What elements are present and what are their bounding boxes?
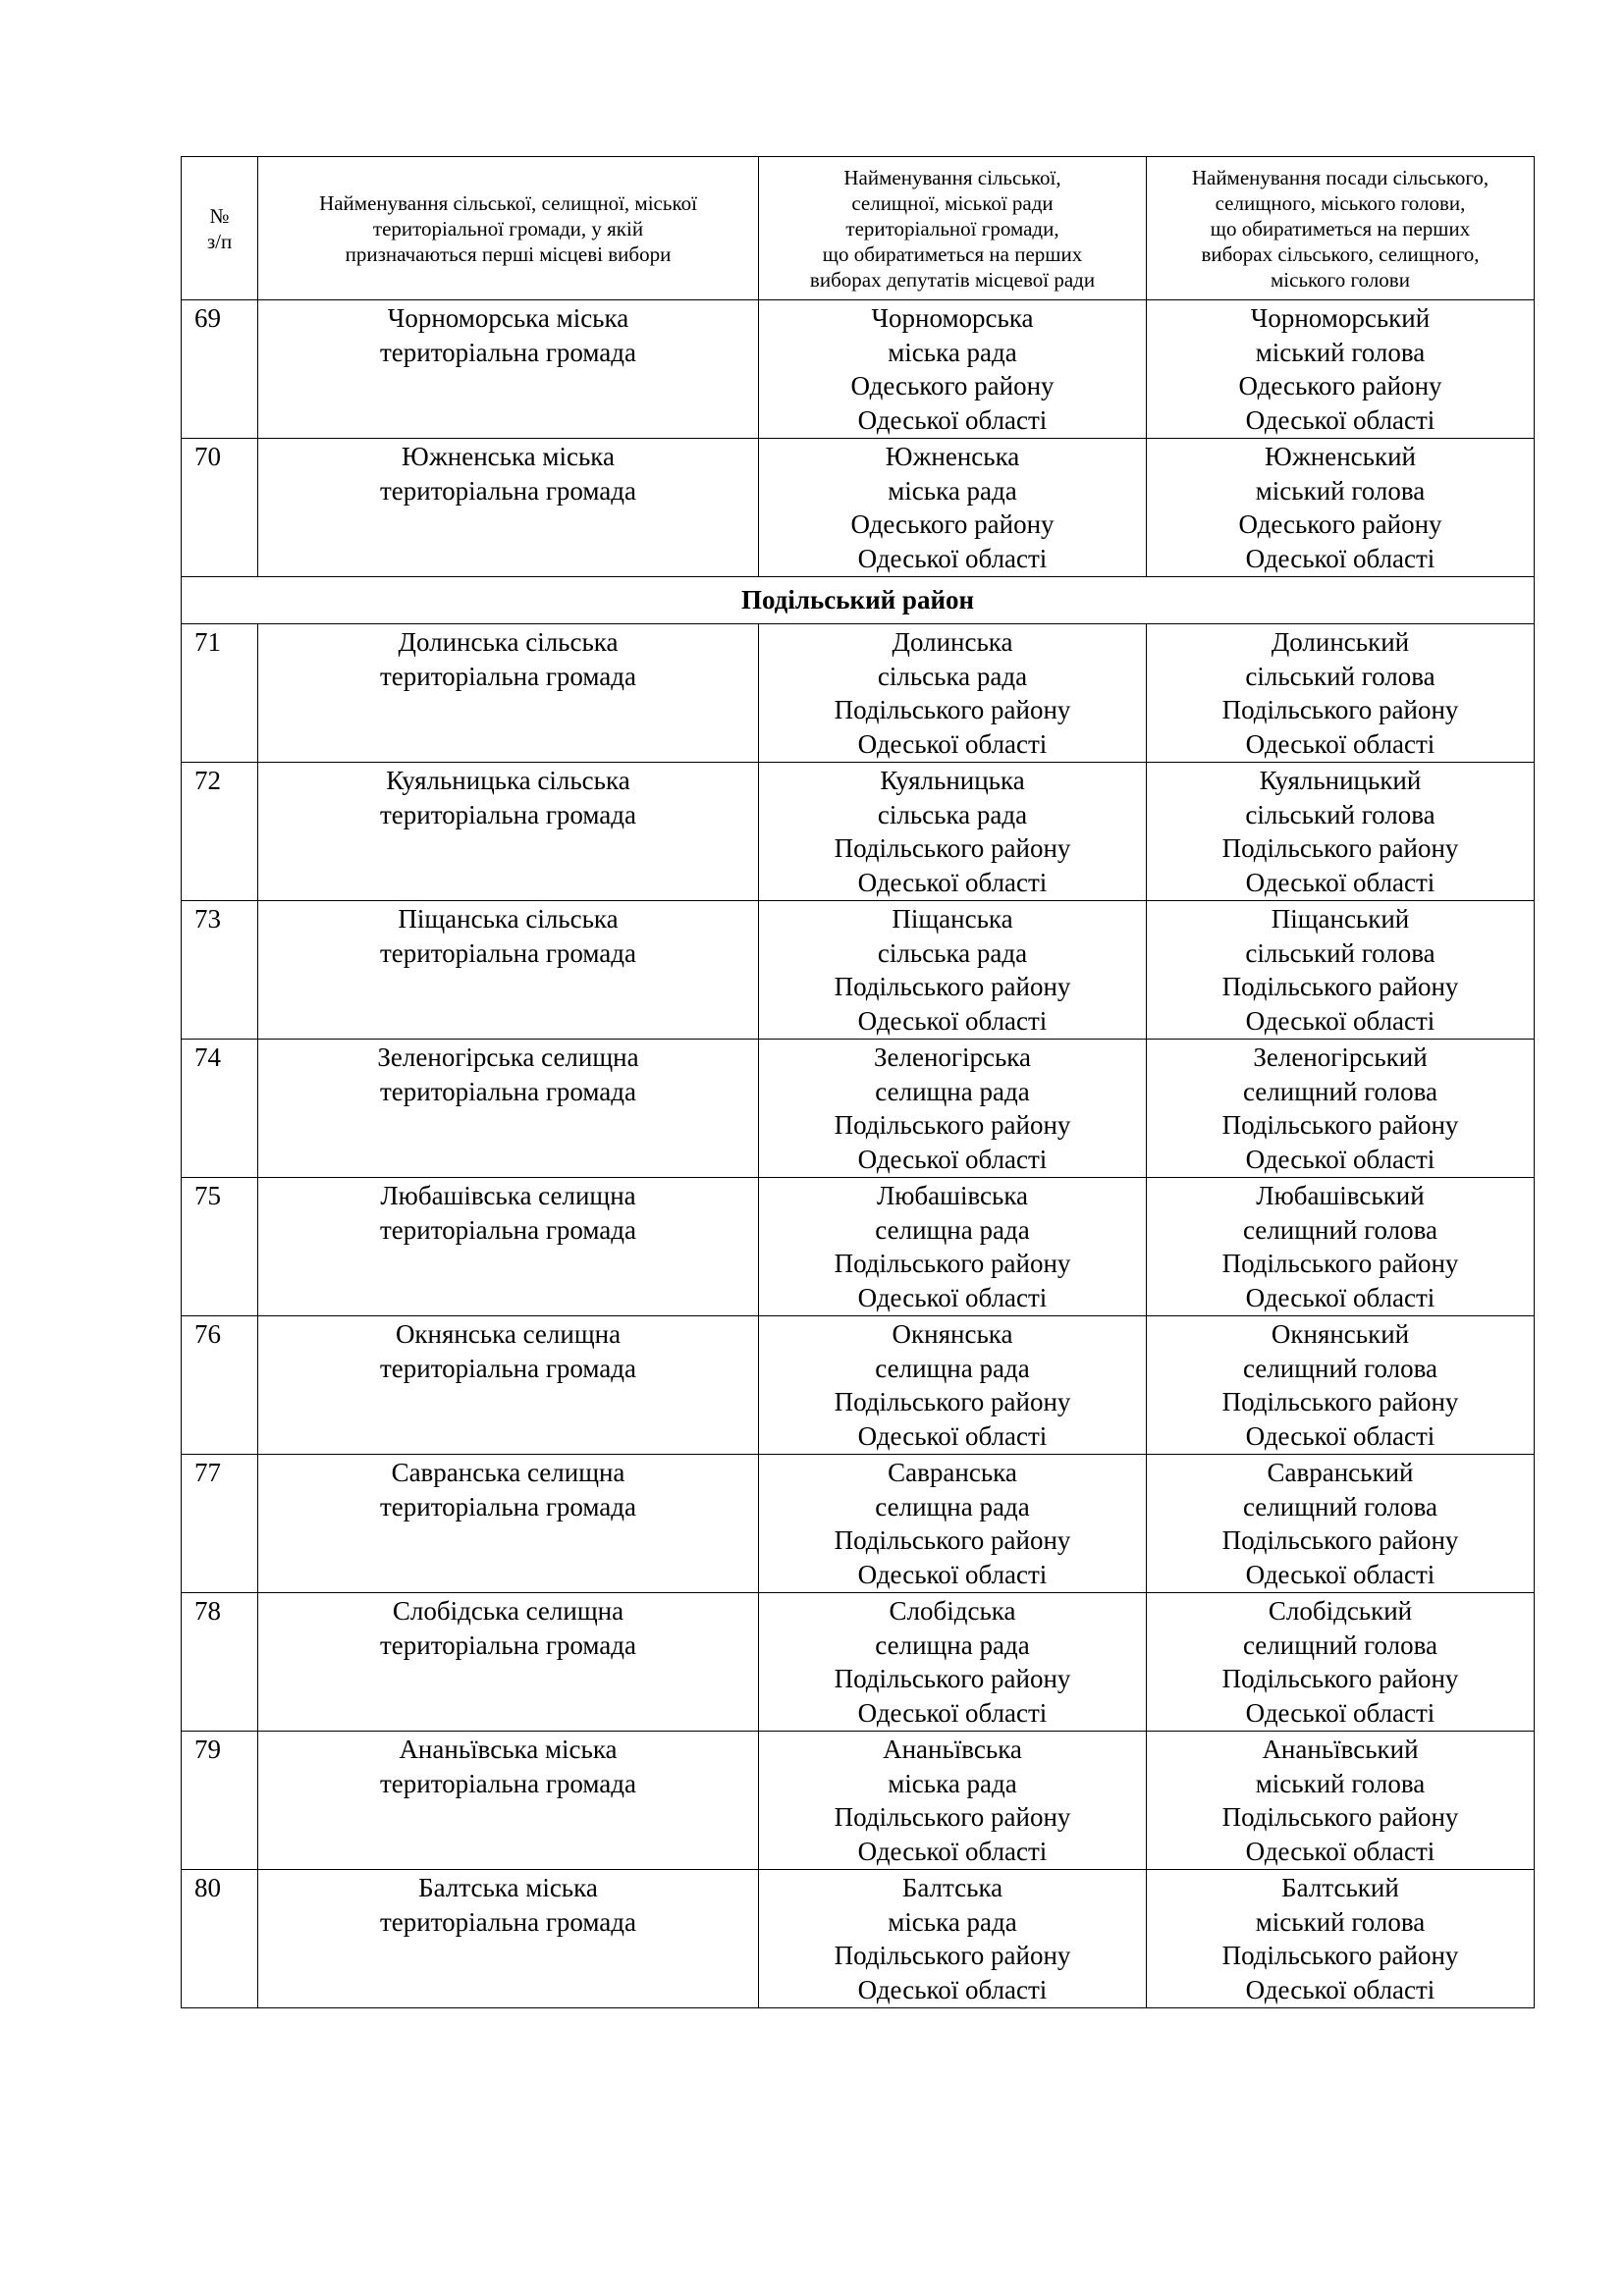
header-number xyxy=(182,157,258,300)
council-name xyxy=(759,1040,1147,1178)
text-line: селищна рада xyxy=(875,1491,1030,1522)
text-line: сільський голова xyxy=(1245,661,1435,691)
table-row xyxy=(182,1732,1535,1870)
community-name xyxy=(258,1316,759,1455)
community-name xyxy=(258,624,759,763)
table-row xyxy=(182,439,1535,577)
text-line: територіальна громада xyxy=(379,1214,637,1245)
head-position xyxy=(1147,1178,1535,1316)
text-line: Любашівська селищна xyxy=(380,1181,636,1210)
table-row xyxy=(182,763,1535,901)
text-line: Чорноморська xyxy=(871,303,1034,333)
text-line: Одеської області xyxy=(857,1697,1048,1728)
row-number: 70 xyxy=(182,439,258,577)
council-name xyxy=(759,439,1147,577)
text-line: Одеської області xyxy=(857,543,1048,573)
text-line: Любашівська xyxy=(876,1181,1029,1210)
text-line: що обиратиметься на перших xyxy=(822,241,1083,266)
text-line: Подільського району xyxy=(1221,1110,1459,1140)
text-line: Піщанська сільська xyxy=(398,904,619,934)
text-line: Чорноморська міська xyxy=(387,303,629,333)
text-line: територіальна громада xyxy=(379,661,637,691)
text-line: Балтська xyxy=(901,1873,1003,1902)
table-row xyxy=(182,901,1535,1040)
text-line: територіальна громада xyxy=(379,1768,637,1798)
text-line: Одеської області xyxy=(857,1282,1048,1312)
text-line: селищний голова xyxy=(1242,1353,1437,1383)
text-line: Одеської області xyxy=(1245,404,1435,435)
text-line: територіальної громади, у якій xyxy=(372,216,644,240)
head-position xyxy=(1147,1870,1535,2008)
text-line: міський голова xyxy=(1255,1906,1426,1937)
text-line: Найменування сільської, селищної, міської xyxy=(319,190,697,215)
text-line: селищна рада xyxy=(875,1353,1030,1383)
table-header xyxy=(182,157,1535,300)
text-line: Одеської області xyxy=(1245,867,1435,897)
text-line: що обиратиметься на перших xyxy=(1210,216,1471,240)
text-line: Подільського району xyxy=(834,1249,1071,1278)
community-name xyxy=(258,1178,759,1316)
text-line: Слобідська селищна xyxy=(392,1596,624,1626)
text-line: Подільського району xyxy=(1221,833,1459,863)
row-number: 74 xyxy=(182,1040,258,1178)
text-line: Любашівський xyxy=(1256,1181,1425,1210)
text-line: Южненська міська xyxy=(402,442,615,471)
text-line: Балтський xyxy=(1281,1873,1399,1902)
text-line: селищної, міської ради xyxy=(851,190,1054,215)
text-line: Подільського району xyxy=(1221,1249,1459,1278)
text-line: Куяльницька xyxy=(880,766,1025,795)
text-line: міський голова xyxy=(1255,1768,1426,1798)
head-position xyxy=(1147,1040,1535,1178)
text-line: Піщанський xyxy=(1271,904,1410,934)
community-name xyxy=(258,901,759,1040)
text-line: Долинський xyxy=(1271,627,1410,657)
text-line: Окнянська селищна xyxy=(395,1319,622,1349)
text-line: сільська рада xyxy=(877,799,1028,829)
text-line: територіальна громада xyxy=(379,1076,637,1106)
text-line: сільський голова xyxy=(1245,799,1435,829)
text-line: Одеської області xyxy=(857,1836,1048,1866)
text-line: Подільського району xyxy=(834,833,1071,863)
text-line: Одеської області xyxy=(1245,1144,1435,1174)
text-line: Подільського району xyxy=(834,1525,1071,1555)
text-line: Куяльницька сільська xyxy=(386,766,630,795)
text-line: Одеської області xyxy=(1245,1420,1435,1451)
text-line: Зеленогірська xyxy=(874,1042,1031,1072)
council-name xyxy=(759,1593,1147,1732)
section-title: Подільський район xyxy=(182,577,1535,624)
text-line: Подільського району xyxy=(1221,1802,1459,1832)
council-name xyxy=(759,300,1147,439)
text-line: виборах сільського, селищного, xyxy=(1201,241,1480,266)
text-line: Одеського району xyxy=(1238,509,1442,539)
text-line: міська рада xyxy=(888,475,1017,506)
text-line: Найменування посади сільського, xyxy=(1191,165,1489,189)
council-name xyxy=(759,1316,1147,1455)
council-name xyxy=(759,901,1147,1040)
text-line: Подільського району xyxy=(834,1664,1071,1693)
community-name xyxy=(258,763,759,901)
council-name xyxy=(759,1455,1147,1593)
row-number: 69 xyxy=(182,300,258,439)
text-line: Подільського району xyxy=(1221,1941,1459,1970)
text-line: Ананьївський xyxy=(1262,1735,1419,1764)
table-row xyxy=(182,1593,1535,1732)
row-number: 78 xyxy=(182,1593,258,1732)
text-line: Одеської області xyxy=(857,1144,1048,1174)
community-name xyxy=(258,300,759,439)
text-line: Зеленогірський xyxy=(1253,1042,1428,1072)
community-name xyxy=(258,1040,759,1178)
row-number: 79 xyxy=(182,1732,258,1870)
text-line: Подільського району xyxy=(834,1941,1071,1970)
text-line: Подільського району xyxy=(1221,1387,1459,1416)
text-line: територіальна громада xyxy=(379,937,637,968)
council-name xyxy=(759,1732,1147,1870)
text-line: з/п xyxy=(206,229,233,253)
council-name xyxy=(759,763,1147,901)
head-position xyxy=(1147,1455,1535,1593)
text-line: Долинська xyxy=(892,627,1013,657)
text-line: міського голови xyxy=(1271,267,1410,292)
table-row xyxy=(182,1178,1535,1316)
table-row xyxy=(182,1316,1535,1455)
row-number: 75 xyxy=(182,1178,258,1316)
text-line: Одеського району xyxy=(850,509,1055,539)
text-line: Савранська xyxy=(888,1458,1017,1487)
text-line: сільська рада xyxy=(877,661,1028,691)
row-number: 71 xyxy=(182,624,258,763)
community-name xyxy=(258,1870,759,2008)
text-line: Одеської області xyxy=(1245,1282,1435,1312)
text-line: територіальна громада xyxy=(379,337,637,367)
council-name xyxy=(759,624,1147,763)
header-council xyxy=(759,157,1147,300)
text-line: Одеської області xyxy=(857,867,1048,897)
text-line: селищна рада xyxy=(875,1214,1030,1245)
text-line: Савранська селищна xyxy=(391,1458,625,1487)
text-line: Южненський xyxy=(1265,442,1416,471)
text-line: Одеської області xyxy=(1245,1697,1435,1728)
head-position xyxy=(1147,763,1535,901)
text-line: Одеського району xyxy=(1238,371,1442,400)
text-line: Найменування сільської, xyxy=(843,165,1061,189)
text-line: міська рада xyxy=(888,1906,1017,1937)
text-line: Одеської області xyxy=(857,1005,1048,1036)
text-line: № xyxy=(209,203,230,228)
header-community xyxy=(258,157,759,300)
community-name xyxy=(258,1455,759,1593)
table-row xyxy=(182,1455,1535,1593)
text-line: Одеської області xyxy=(1245,1974,1435,2004)
text-line: Одеської області xyxy=(857,1420,1048,1451)
text-line: територіальної громади, xyxy=(845,216,1059,240)
elections-table xyxy=(181,156,1535,2008)
row-number: 77 xyxy=(182,1455,258,1593)
head-position xyxy=(1147,1316,1535,1455)
text-line: Зеленогірська селищна xyxy=(377,1042,639,1072)
row-number: 76 xyxy=(182,1316,258,1455)
text-line: міська рада xyxy=(888,337,1017,367)
council-name xyxy=(759,1178,1147,1316)
text-line: Одеської області xyxy=(857,728,1048,759)
text-line: Подільського району xyxy=(834,1110,1071,1140)
text-line: Долинська сільська xyxy=(398,627,619,657)
text-line: селищна рада xyxy=(875,1076,1030,1106)
text-line: Подільського району xyxy=(1221,695,1459,724)
text-line: Одеської області xyxy=(1245,728,1435,759)
section-row xyxy=(182,577,1535,624)
table-row xyxy=(182,1870,1535,2008)
head-position xyxy=(1147,1732,1535,1870)
header-head-position xyxy=(1147,157,1535,300)
text-line: територіальна громада xyxy=(379,1353,637,1383)
text-line: сільський голова xyxy=(1245,937,1435,968)
text-line: територіальна громада xyxy=(379,475,637,506)
text-line: Ананьївська xyxy=(883,1735,1022,1764)
community-name xyxy=(258,1593,759,1732)
head-position xyxy=(1147,439,1535,577)
text-line: Одеської області xyxy=(1245,1005,1435,1036)
row-number: 73 xyxy=(182,901,258,1040)
text-line: Одеської області xyxy=(1245,543,1435,573)
text-line: Окнянська xyxy=(892,1319,1013,1349)
text-line: Одеської області xyxy=(857,1559,1048,1589)
text-line: міська рада xyxy=(888,1768,1017,1798)
text-line: селищний голова xyxy=(1242,1214,1437,1245)
text-line: Подільського району xyxy=(1221,972,1459,1001)
text-line: міський голова xyxy=(1255,337,1426,367)
text-line: територіальна громада xyxy=(379,1906,637,1937)
row-number: 72 xyxy=(182,763,258,901)
text-line: Подільського району xyxy=(1221,1525,1459,1555)
community-name xyxy=(258,439,759,577)
text-line: селищного, міського голови, xyxy=(1215,190,1466,215)
head-position xyxy=(1147,624,1535,763)
text-line: сільська рада xyxy=(877,937,1028,968)
text-line: міський голова xyxy=(1255,475,1426,506)
text-line: Слобідський xyxy=(1268,1596,1413,1626)
text-line: Одеської області xyxy=(1245,1559,1435,1589)
table-row xyxy=(182,300,1535,439)
text-line: селищна рада xyxy=(875,1629,1030,1660)
head-position xyxy=(1147,300,1535,439)
text-line: територіальна громада xyxy=(379,1491,637,1522)
text-line: Савранський xyxy=(1267,1458,1414,1487)
text-line: Подільського району xyxy=(834,1387,1071,1416)
text-line: Куяльницький xyxy=(1259,766,1422,795)
text-line: Одеської області xyxy=(1245,1836,1435,1866)
text-line: Піщанська xyxy=(892,904,1013,934)
text-line: Одеської області xyxy=(857,1974,1048,2004)
text-line: Окнянський xyxy=(1271,1319,1410,1349)
text-line: Подільського району xyxy=(1221,1664,1459,1693)
text-line: територіальна громада xyxy=(379,1629,637,1660)
text-line: Чорноморський xyxy=(1250,303,1431,333)
text-line: виборах депутатів місцевої ради xyxy=(809,267,1096,292)
text-line: Подільського району xyxy=(834,695,1071,724)
text-line: Одеської області xyxy=(857,404,1048,435)
council-name xyxy=(759,1870,1147,2008)
head-position xyxy=(1147,1593,1535,1732)
text-line: селищний голова xyxy=(1242,1629,1437,1660)
text-line: Подільського району xyxy=(834,972,1071,1001)
table-row xyxy=(182,1040,1535,1178)
table-row xyxy=(182,624,1535,763)
community-name xyxy=(258,1732,759,1870)
text-line: Одеського району xyxy=(850,371,1055,400)
head-position xyxy=(1147,901,1535,1040)
text-line: Южненська xyxy=(885,442,1020,471)
table-body xyxy=(182,300,1535,2008)
text-line: Ананьївська міська xyxy=(399,1735,618,1764)
text-line: призначаються перші місцеві вибори xyxy=(345,241,672,266)
text-line: Подільського району xyxy=(834,1802,1071,1832)
text-line: Балтська міська xyxy=(418,1873,598,1902)
text-line: територіальна громада xyxy=(379,799,637,829)
row-number: 80 xyxy=(182,1870,258,2008)
text-line: селищний голова xyxy=(1242,1491,1437,1522)
text-line: селищний голова xyxy=(1242,1076,1437,1106)
text-line: Слобідська xyxy=(889,1596,1016,1626)
